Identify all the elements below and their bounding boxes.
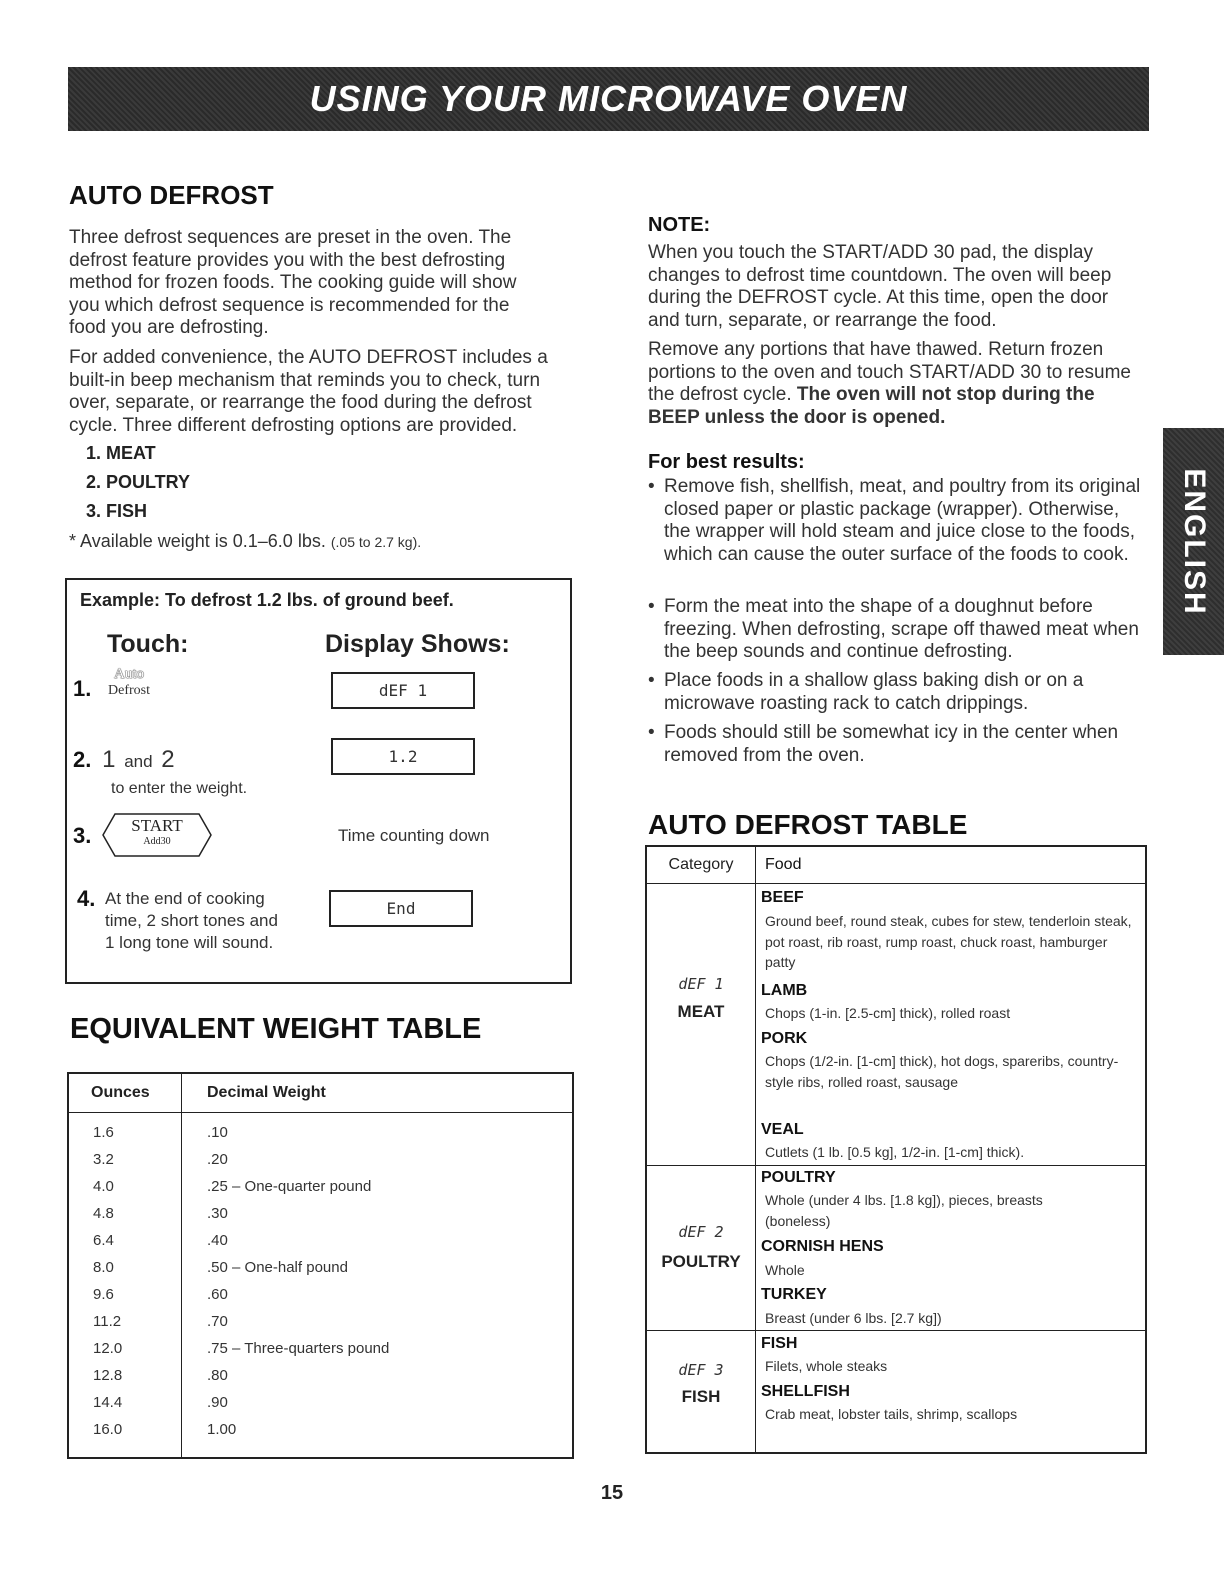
fish-heading: FISH bbox=[761, 1335, 798, 1352]
table-row bbox=[69, 1178, 572, 1205]
note-heading: NOTE: bbox=[648, 214, 711, 236]
fish-detail: Filets, whole steaks bbox=[765, 1358, 888, 1374]
step-4-number: 4. bbox=[77, 886, 96, 911]
lamb-heading: LAMB bbox=[761, 982, 808, 999]
hens-detail: Whole bbox=[765, 1262, 805, 1278]
table-row bbox=[69, 1205, 572, 1232]
auto-table-header-line bbox=[647, 883, 1145, 884]
bullet-text: Form the meat into the shape of a doughnut before freezing. When defrosting, scrape off thawed meat when the beep sounds and continue defrosting. bbox=[664, 596, 1139, 662]
page-banner bbox=[68, 67, 1149, 131]
poultry-detail: Whole (under 4 lbs. [1.8 kg]), pieces, breasts (boneless) bbox=[765, 1192, 1043, 1229]
auto-defrost-pad bbox=[99, 666, 159, 706]
decimal-cell: .90 bbox=[207, 1394, 228, 1411]
note-para-2 bbox=[648, 339, 1138, 429]
auto-defrost-pad-top: Auto bbox=[114, 666, 144, 682]
table-row bbox=[69, 1421, 572, 1448]
weight-note-text: * Available weight is 0.1–6.0 lbs. bbox=[69, 531, 326, 551]
banner-title: USING YOUR MICROWAVE OVEN bbox=[309, 78, 908, 119]
weight-note-metric: (.05 to 2.7 kg). bbox=[330, 534, 422, 550]
language-tab-label: ENGLISH bbox=[1177, 467, 1211, 616]
veal-heading: VEAL bbox=[761, 1121, 804, 1138]
option-meat: 1. MEAT bbox=[86, 443, 156, 463]
ounces-cell: 9.6 bbox=[93, 1286, 114, 1303]
bullet-icon: • bbox=[648, 722, 655, 743]
equivalent-table bbox=[67, 1072, 574, 1459]
note-para-1: When you touch the START/ADD 30 pad, the display changes to defrost time countdown. The oven will beep during the DEFROST cycle. At this time, open the door and turn, separate, or rearrange the food. bbox=[648, 242, 1112, 331]
table-row bbox=[69, 1340, 572, 1367]
ounces-cell: 12.0 bbox=[93, 1340, 123, 1357]
auto-defrost-heading: AUTO DEFROST bbox=[69, 180, 274, 210]
note-para-2-bold: The oven will not stop during the BEEP unless the door is opened. bbox=[648, 384, 1095, 428]
step-3 bbox=[73, 823, 91, 849]
table-row bbox=[69, 1259, 572, 1286]
decimal-cell: .20 bbox=[207, 1151, 228, 1168]
decimal-cell: 1.00 bbox=[207, 1421, 237, 1438]
weight-note bbox=[69, 530, 421, 554]
col-ounces: Ounces bbox=[91, 1084, 150, 1101]
pork-heading: PORK bbox=[761, 1030, 808, 1047]
step-4 bbox=[77, 886, 95, 912]
step-2-and: and bbox=[124, 752, 153, 771]
decimal-cell: .60 bbox=[207, 1286, 228, 1303]
number-pad-2: 2 bbox=[161, 746, 175, 773]
display-def1: dEF 1 bbox=[331, 672, 475, 709]
auto-table-divider bbox=[755, 847, 756, 1452]
fish-code: dEF 3 bbox=[678, 1361, 724, 1379]
auto-table-heading: AUTO DEFROST TABLE bbox=[648, 809, 968, 840]
meat-code: dEF 1 bbox=[678, 975, 724, 993]
auto-defrost-table bbox=[645, 845, 1147, 1454]
poultry-category: POULTRY bbox=[661, 1252, 741, 1271]
ounces-cell: 4.8 bbox=[93, 1205, 114, 1222]
ounces-cell: 11.2 bbox=[93, 1313, 122, 1330]
equivalent-heading: EQUIVALENT WEIGHT TABLE bbox=[70, 1013, 482, 1045]
beef-heading: BEEF bbox=[761, 889, 804, 906]
bullet-icon: • bbox=[648, 596, 655, 617]
step-1-number: 1. bbox=[73, 676, 92, 701]
bullet-text: Place foods in a shallow glass baking dish or on a microwave roasting rack to catch drippings. bbox=[664, 670, 1084, 714]
display-end: End bbox=[329, 890, 473, 927]
table-row bbox=[69, 1124, 572, 1151]
lamb-detail: Chops (1-in. [2.5-cm] thick), rolled roast bbox=[765, 1005, 1011, 1021]
page-number: 15 bbox=[600, 1482, 624, 1504]
col-decimal: Decimal Weight bbox=[207, 1084, 326, 1101]
poultry-heading: POULTRY bbox=[761, 1169, 836, 1186]
veal-detail: Cutlets (1 lb. [0.5 kg], 1/2-in. [1-cm] thick). bbox=[765, 1144, 1025, 1160]
ounces-cell: 4.0 bbox=[93, 1178, 114, 1195]
meat-category: MEAT bbox=[677, 1002, 725, 1021]
option-poultry: 2. POULTRY bbox=[86, 472, 191, 492]
ounces-cell: 6.4 bbox=[93, 1232, 114, 1249]
decimal-cell: .50 – One-half pound bbox=[207, 1259, 348, 1276]
table-row bbox=[69, 1313, 572, 1340]
step-1 bbox=[73, 676, 91, 702]
auto-defrost-pad-bottom: Defrost bbox=[108, 683, 150, 698]
step-3-number: 3. bbox=[73, 823, 92, 848]
turkey-heading: TURKEY bbox=[761, 1286, 827, 1303]
decimal-cell: .25 – One-quarter pound bbox=[207, 1178, 372, 1195]
shellfish-detail: Crab meat, lobster tails, shrimp, scallops bbox=[765, 1406, 1018, 1422]
step-2-number: 2. bbox=[73, 747, 92, 772]
ounces-cell: 3.2 bbox=[93, 1151, 114, 1168]
decimal-cell: .10 bbox=[207, 1124, 228, 1141]
bullet-icon: • bbox=[648, 670, 655, 691]
step-2 bbox=[73, 746, 175, 774]
start-pad-label: START bbox=[131, 816, 183, 835]
step-4-text: At the end of cooking time, 2 short tones and 1 long tone will sound. bbox=[105, 889, 278, 952]
table-row bbox=[69, 1286, 572, 1313]
language-tab bbox=[1163, 428, 1224, 655]
auto-defrost-convenience: For added convenience, the AUTO DEFROST includes a built-in beep mechanism that reminds you to check, turn over, separate, or rearrange the food during the defrost cycle. Three different defrosting options are provided. bbox=[69, 347, 548, 436]
decimal-cell: .80 bbox=[207, 1367, 228, 1384]
decimal-cell: .70 bbox=[207, 1313, 228, 1330]
fish-category: FISH bbox=[681, 1387, 721, 1406]
display-weight: 1.2 bbox=[331, 738, 475, 775]
touch-label: Touch: bbox=[107, 630, 189, 658]
note-para-2-text: Remove any portions that have thawed. Return frozen portions to the oven and touch START/ADD 30 to resume the defrost cycle. bbox=[648, 339, 1131, 405]
auto-table-poultry-line bbox=[647, 1330, 1145, 1331]
table-row bbox=[69, 1151, 572, 1178]
best-results-heading: For best results: bbox=[648, 451, 805, 473]
ounces-cell: 12.8 bbox=[93, 1367, 123, 1384]
auto-defrost-intro: Three defrost sequences are preset in the oven. The defrost feature provides you with the best defrosting method for frozen foods. The cooking guide will show you which defrost sequence is recommended for the food you are defrosting. bbox=[69, 227, 517, 338]
bullet-text: Remove fish, shellfish, meat, and poultry from its original closed paper or plastic package (wrapper). Otherwise, the wrapper will hold steam and juice close to the foods, which can cause the outer surface of the foods to cook. bbox=[664, 476, 1141, 565]
ounces-cell: 14.4 bbox=[93, 1394, 123, 1411]
decimal-cell: .75 – Three-quarters pound bbox=[207, 1340, 390, 1357]
pork-detail: Chops (1/2-in. [1-cm] thick), hot dogs, spareribs, country-style ribs, rolled roast, sausage bbox=[765, 1053, 1119, 1090]
number-pad-1: 1 bbox=[102, 746, 116, 773]
shellfish-heading: SHELLFISH bbox=[761, 1383, 850, 1400]
option-fish: 3. FISH bbox=[86, 501, 148, 521]
hens-heading: CORNISH HENS bbox=[761, 1238, 884, 1255]
bullet-icon: • bbox=[648, 476, 655, 497]
poultry-code: dEF 2 bbox=[678, 1223, 724, 1241]
step-2-sub: to enter the weight. bbox=[111, 780, 248, 797]
table-row bbox=[69, 1394, 572, 1421]
col-category: Category bbox=[668, 856, 734, 873]
decimal-cell: .30 bbox=[207, 1205, 228, 1222]
decimal-cell: .40 bbox=[207, 1232, 228, 1249]
turkey-detail: Breast (under 6 lbs. [2.7 kg]) bbox=[765, 1310, 942, 1326]
display-label: Display Shows: bbox=[325, 630, 510, 658]
ounces-cell: 8.0 bbox=[93, 1259, 114, 1276]
table-row bbox=[69, 1232, 572, 1259]
example-box bbox=[65, 578, 572, 984]
col-food: Food bbox=[765, 856, 802, 873]
auto-table-meat-line bbox=[647, 1165, 1145, 1166]
start-pad-sub: Add30 bbox=[143, 836, 171, 847]
table-row bbox=[69, 1367, 572, 1394]
example-title: Example: To defrost 1.2 lbs. of ground beef. bbox=[80, 590, 454, 610]
beef-detail: Ground beef, round steak, cubes for stew, tenderloin steak, pot roast, rib roast, rump roast, chuck roast, hamburger patty bbox=[765, 913, 1132, 970]
display-counting: Time counting down bbox=[338, 826, 490, 845]
ounces-cell: 16.0 bbox=[93, 1421, 123, 1438]
bullet-text: Foods should still be somewhat icy in the center when removed from the oven. bbox=[664, 722, 1119, 766]
ounces-cell: 1.6 bbox=[93, 1124, 114, 1141]
